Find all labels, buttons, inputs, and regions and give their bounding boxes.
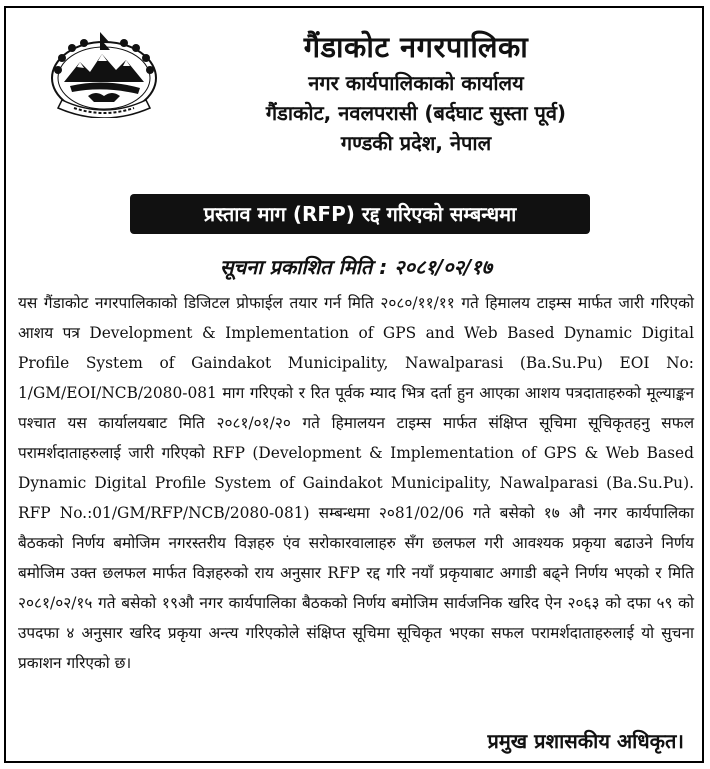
signatory-title: प्रमुख प्रशासकीय अधिकृत। <box>487 729 684 753</box>
nepal-emblem-icon <box>44 30 164 118</box>
office-name: नगर कार्यपालिकाको कार्यालय <box>308 71 524 95</box>
office-address: गैंडाकोट, नवलपरासी (बर्दघाट सुस्ता पूर्व) <box>265 101 567 125</box>
office-province: गण्डकी प्रदेश, नेपाल <box>340 131 492 155</box>
subject-banner: प्रस्ताव माग (RFP) रद्द गरिएको सम्बन्धमा <box>130 194 590 234</box>
published-date: सूचना प्रकाशित मिति : २०८१/०२/१७ <box>220 255 492 279</box>
municipality-name: गैंडाकोट नगरपालिका <box>303 30 529 64</box>
letterhead <box>156 26 676 158</box>
notice-body: यस गैंडाकोट नगरपालिकाको डिजिटल प्रोफाईल तयार गर्न मिति २०८०/११/११ गते हिमालय टाइम्स मार्फत जारी गरिएको आशय पत्र Development & Implementation of GPS and Web Based Dynamic Digital Profile System of Gaindakot Municipality, Nawalparasi (Ba.Su.Pu) EOI No: 1/GM/EOI/NCB/2080-081 माग गरिएको र रित पूर्वक म्याद भित्र दर्ता हुन आएका आशय पत्रदाताहरुको मूल्याङ्कन पश्चात यस कार्यालयबाट मिति २०८१/०१/२० गते हिमालयन टाइम्स मार्फत संक्षिप्त सूचिमा सूचिकृतहनु सफल परामर्शदाताहरुलाई जारी गरिएको RFP (Development & Implementation of GPS & Web Based Dynamic Digital Profile System of Gaindakot Municipality, Nawalparasi (Ba.Su.Pu). RFP No.:01/GM/RFP/NCB/2080-081) सम्बन्धमा २०81/02/06 गते बसेको १७ औ नगर कार्यपालिका बैठकको निर्णय बमोजिम नगरस्तरीय विज्ञहरु एंव सरोकारवालाहरु सँग छलफल गरी आवश्यक प्रकृया बढाउने निर्णय बमोजिम उक्त छलफल मार्फत विज्ञहरुको राय अनुसार RFP रद्द गरि नयाँ प्रकृयाबाट अगाडी बढ्ने निर्णय भएको र मिति २०८१/०२/१५ गते बसेको १९औ नगर कार्यपालिका बैठकको निर्णय बमोजिम सार्वजनिक खरिद ऐन २०६३ को दफा ५९ को उपदफा ४ अनुसार खरिद प्रकृया अन्त्य गरिएकोले संक्षिप्त सूचिमा सूचिकृत भएका सफल परामर्शदाताहरुलाई यो सुचना प्रकाशन गरिएको छ। <box>18 294 694 672</box>
notice-frame <box>4 6 704 763</box>
